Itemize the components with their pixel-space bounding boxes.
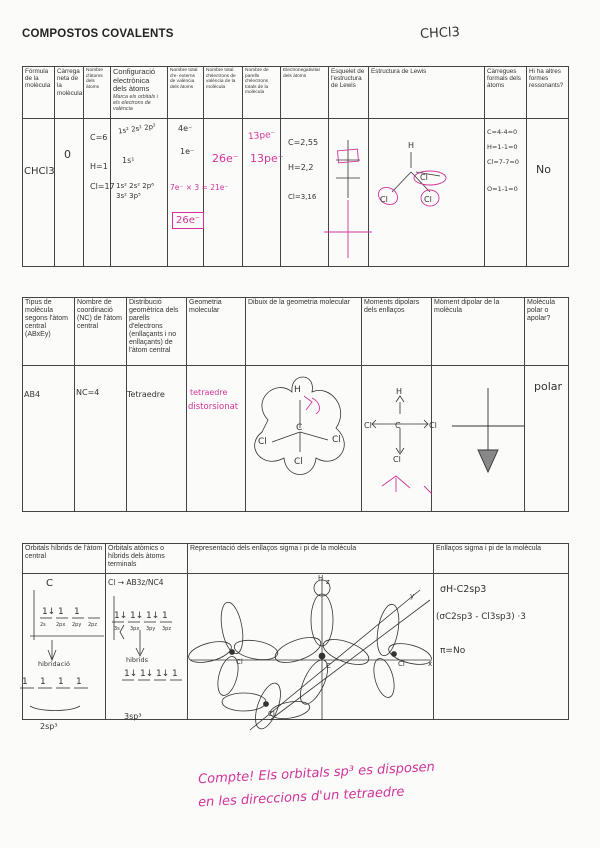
header-geometry: Geometria molecular	[187, 298, 246, 366]
header-terminal: Orbitals atòmics o híbrids dels àtoms terminals	[106, 544, 188, 574]
hybrid-sp-e2: 1	[40, 677, 46, 687]
formula-cell: CHCl3	[24, 166, 55, 177]
header-resonance: Hi ha altres formes ressonants?	[527, 67, 569, 119]
header-mol-dipole: Moment dipolar de la molècula	[432, 298, 525, 366]
footnote-line-1: Compte! Els orbitals sp³ es disposen	[197, 759, 436, 788]
terminal-sp-e3: 1↓	[156, 669, 170, 679]
terminal-e4: 1	[162, 611, 168, 621]
atom-c: C=6	[90, 133, 108, 142]
header-skeleton: Esquelet de l'estructura de Lewis	[329, 67, 369, 119]
config-c: 1s² 2s² 2p²	[117, 122, 157, 136]
lewis-cl-left: Cl	[380, 195, 388, 204]
resonance-cell: No	[536, 163, 551, 176]
electroneg-c: C=2,55	[288, 138, 319, 147]
dipole-cl-right: Cl	[429, 421, 437, 430]
atom-h: H=1	[90, 162, 108, 171]
geometry-b: distorsionat	[188, 402, 239, 412]
geo-cl-bottom: Cl	[294, 457, 303, 467]
config-h: 1s¹	[122, 156, 135, 165]
terminal-sp-e1: 1↓	[124, 669, 138, 679]
formal-o: O=1-1=0	[487, 185, 518, 193]
rep-h: H	[318, 574, 324, 582]
geo-c: C	[296, 423, 303, 433]
header-electroneg: Electronegativitat dels àtoms	[281, 67, 329, 119]
page-title: COMPOSTOS COVALENTS	[22, 28, 174, 40]
header-config-sub: Marca els orbitals i els electrons de valència	[113, 93, 158, 112]
rep-c: C	[326, 662, 331, 670]
terminal-sp-e2: 1↓	[140, 669, 154, 679]
valence-total-box: 26e⁻	[172, 212, 204, 229]
header-atoms: Nombre d'àtoms dels àtoms	[84, 67, 111, 119]
footnote-line-2: en les direccions d'un tetraedre	[197, 784, 405, 811]
valence-cl: 7e⁻ × 3 = 21e⁻	[170, 183, 229, 192]
sigma-hc: σH-C2sp3	[440, 584, 487, 595]
header-formula: Fórmula de la molècula	[23, 67, 55, 119]
electroneg-cl: Cl=3,16	[288, 193, 317, 201]
dipole-cl-bottom: Cl	[393, 455, 401, 464]
hybrid-sp-e1: 1	[22, 677, 28, 687]
hybrid-label-2pz: 2pz	[88, 622, 97, 628]
terminal-sp-e4: 1	[172, 669, 178, 679]
hybrid-sp-e3: 1	[58, 677, 64, 687]
formal-h: H=1-1=0	[487, 143, 518, 151]
pairs-b: 13pe⁻	[250, 152, 284, 165]
hybrid-e3: 1	[74, 607, 80, 617]
dipole-c: C	[395, 421, 401, 430]
header-sigma-pi: Enllaços sigma i pi de la molècula	[434, 544, 569, 574]
electroneg-h: H=2,2	[288, 163, 314, 172]
valence-h: 1e⁻	[180, 147, 195, 156]
lewis-h: H	[408, 141, 415, 150]
header-valence-total: Nombre total d'electrons de valència de la molècula	[204, 67, 243, 119]
terminal-sp3: 3sp³	[124, 712, 142, 721]
header-type: Tipus de molècula segons l'àtom central (ABxEy)	[23, 298, 75, 366]
header-distribution: Distribució geomètrica dels parells d'electrons (enllaçants i no enllaçants) de l'àtom central	[127, 298, 187, 366]
dipole-h: H	[396, 387, 403, 396]
axis-x: x	[428, 660, 433, 668]
header-valence-e: Nombre total d'e- externs de valència dels àtoms	[168, 67, 204, 119]
geometry-a: tetraedre	[190, 388, 228, 397]
hybrid-e1: 1↓	[42, 607, 56, 617]
charge-cell: 0	[64, 148, 71, 161]
sigma-ccl: (σC2sp3 - Cl3sp3) ·3	[436, 612, 526, 622]
header-formal: Càrregues formals dels àtoms	[485, 67, 527, 119]
header-config-label: Configuració electrònica dels àtoms	[113, 67, 156, 93]
rep-cl-left: Cl	[236, 658, 243, 666]
header-hybrid: Orbitals híbrids de l'àtom central	[23, 544, 106, 574]
lewis-cl-top: Cl	[420, 173, 428, 182]
header-pairs: Nombre de parells d'electrons totals de la molècula	[243, 67, 281, 119]
header-nc: Nombre de coordinació (NC) de l'àtom central	[75, 298, 127, 366]
terminal-label-3pz: 3pz	[162, 626, 171, 632]
hybrid-sp3: 2sp³	[40, 722, 58, 731]
pairs-a: 13pe⁻	[247, 129, 276, 143]
terminal-e2: 1↓	[130, 611, 144, 621]
axis-y: y	[410, 592, 415, 600]
formula-note: CHCl3	[419, 24, 461, 43]
geo-cl-right: Cl	[332, 435, 341, 445]
distribution-cell: Tetraedre	[127, 390, 165, 399]
header-drawing: Dibuix de la geometria molecular	[246, 298, 362, 366]
header-charge: Càrrega neta de la molècula	[55, 67, 84, 119]
total-electrons: 26e⁻	[212, 152, 239, 165]
hybrid-label-2s: 2s	[40, 622, 46, 628]
axis-z: z	[326, 578, 330, 586]
terminal-label-3py: 3py	[146, 626, 156, 632]
type-cell: AB4	[24, 390, 41, 399]
config-cl-a: 1s² 2s² 2p⁶	[116, 182, 154, 190]
hybrid-label-2py: 2py	[72, 622, 82, 628]
formal-c: C=4-4=0	[487, 128, 518, 136]
formal-cl: Cl=7-7=0	[487, 158, 519, 166]
lewis-cl-right: Cl	[424, 195, 432, 204]
header-lewis: Estructura de Lewis	[369, 67, 485, 119]
header-representation: Representació dels enllaços sigma i pi de la molècula	[188, 544, 434, 574]
hybrid-e2: 1	[58, 607, 64, 617]
terminal-label-3s: 3s	[114, 626, 120, 632]
terminal-e3: 1↓	[146, 611, 160, 621]
terminal-process: hibrids	[126, 656, 149, 664]
polar-cell: polar	[534, 380, 563, 393]
nc-cell: NC=4	[76, 388, 100, 397]
hybrid-sp-e4: 1	[76, 677, 82, 687]
valence-c: 4e⁻	[178, 124, 193, 133]
rep-cl-bottom: Cl	[268, 710, 275, 718]
hybrid-label-2px: 2px	[56, 622, 66, 628]
terminal-label-3px: 3px	[130, 626, 140, 632]
rep-cl-right: Cl	[398, 660, 405, 668]
terminal-formula: Cl → AB3z/NC4	[108, 578, 164, 587]
pi-bonds: π=No	[440, 646, 466, 656]
config-cl-b: 3s² 3p⁵	[116, 192, 141, 200]
hybrid-atom: C	[46, 578, 53, 589]
header-bond-dipoles: Moments dipolars dels enllaços	[362, 298, 432, 366]
hybrid-process: hibridació	[38, 660, 70, 668]
terminal-e1: 1↓	[114, 611, 128, 621]
header-polar: Molècula polar o apolar?	[525, 298, 569, 366]
geo-cl-left: Cl	[258, 437, 267, 447]
geo-h: H	[294, 385, 301, 395]
atom-cl: Cl=17	[90, 182, 115, 191]
dipole-cl-left: Cl	[364, 421, 372, 430]
